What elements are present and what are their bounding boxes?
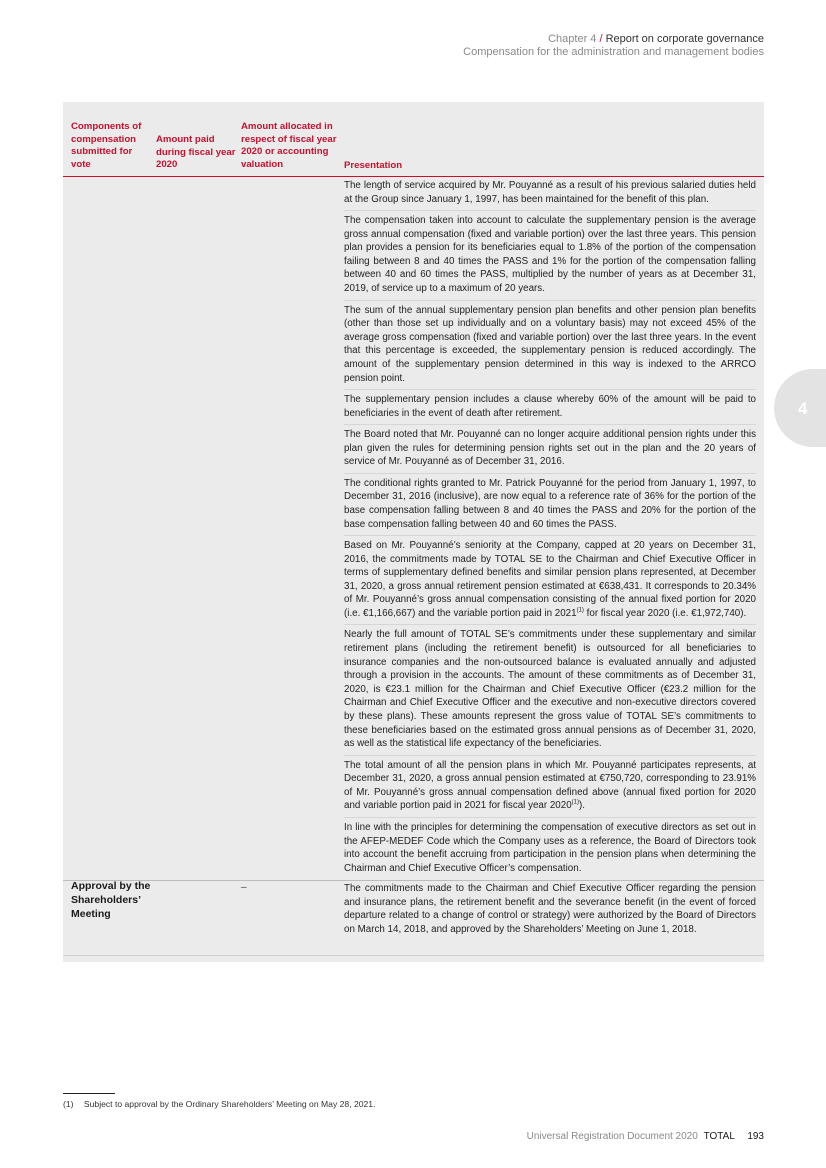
- chapter-line: [463, 33, 764, 46]
- page-number: 193: [747, 1131, 764, 1142]
- footnote: [63, 1099, 375, 1109]
- row-label-approval: Approval by the Shareholders’ Meeting: [71, 880, 151, 920]
- paragraph: The length of service acquired by Mr. Pouyanné as a result of his previous salaried duties held at the Group since January 1, 1997, has been maintained for the benefit of this plan.: [344, 180, 756, 205]
- footnote-ref: (1): [571, 800, 579, 807]
- paragraph: The compensation taken into account to calculate the supplementary pension is the average gross annual compensation (fixed and variable portion) over the last three years. This pension plan provides a pension for its beneficiaries equal to 1.8% of the portion of the compensation failing between 8 and 40 times the PASS and 1% for the portion of the compensation falling between 40 and 60 times the PASS, multiplied by the number of years as at December 31, 2019, of service up to a maximum of 20 years.: [344, 210, 756, 296]
- chapter-title: Report on corporate governance: [605, 33, 764, 45]
- paragraph-text: ).: [579, 800, 585, 812]
- row-divider: [63, 880, 764, 881]
- paragraph: The supplementary pension includes a clause whereby 60% of the amount will be paid to beneficiaries in the event of death after retirement.: [344, 389, 756, 420]
- presentation-cell: [344, 179, 756, 879]
- chapter-tab-number: 4: [798, 399, 808, 418]
- paragraph-text: Based on Mr. Pouyanné’s seniority at the Company, capped at 20 years on December 31, 2016, the commitments made by TOTAL SE to the Chairman and Chief Executive Officer in terms of supplementary defined benefits and similar pension plans represented, at December 31, 2020, a gross annual retirement pension estimated at €638,431. It corresponds to 20.34% of Mr. Pouyanné’s gross annual compensation consisting of the annual fixed portion for 2020 (i.e. €1,166,667) and the variable portion paid in 2021: [344, 540, 756, 619]
- column-header-amount-allocated: Amount allocated in respect of fiscal year 2020 or accounting valuation: [241, 121, 337, 170]
- footnote-number: (1): [63, 1099, 74, 1109]
- running-header: [463, 33, 764, 59]
- header-separator: /: [599, 33, 603, 45]
- paragraph-text: for fiscal year 2020 (i.e. €1,972,740).: [583, 607, 747, 619]
- header-divider: [63, 176, 764, 177]
- column-header-amount-paid: Amount paid during fiscal year 2020: [156, 134, 236, 170]
- chapter-number: Chapter 4: [548, 33, 597, 45]
- footer-document-title: Universal Registration Document 2020: [526, 1131, 698, 1142]
- table-bottom-rule: [63, 955, 764, 956]
- section-title: Compensation for the administration and management bodies: [463, 46, 764, 58]
- paragraph: The conditional rights granted to Mr. Patrick Pouyanné for the period from January 1, 1997, to December 31, 2016 (inclusive), are now equal to a reference rate of 36% for the portion of the base compensation falling between 8 and 40 times the PASS and 20% for the portion of the base compensation falling between 40 and 60 times the PASS.: [344, 473, 756, 531]
- column-header-components: Components of compensation submitted for vote: [71, 121, 142, 170]
- page-footer: [527, 1131, 764, 1142]
- footer-brand: TOTAL: [703, 1131, 735, 1142]
- paragraph: In line with the principles for determining the compensation of executive directors as set out in the AFEP-MEDEF Code which the Company uses as a reference, the Board of Directors took into account the benefit accruing from participation in the pension plans when determining the Chairman and Chief Executive Officer’s compensation.: [344, 817, 756, 875]
- paragraph: [344, 535, 756, 621]
- footnote-text: Subject to approval by the Ordinary Shareholders’ Meeting on May 28, 2021.: [83, 1099, 376, 1109]
- paragraph: The sum of the annual supplementary pension plan benefits and other pension plan benefits (other than those set up individually and on a voluntary basis) may not exceed 45% of the average gross compensation (fixed and variable portion) over the last three years. In the event that this percentage is exceeded, the supplementary pension is reduced accordingly. The amount of the supplementary pension determined in this way is indexed to the ARRCO pension point.: [344, 300, 756, 386]
- paragraph: The Board noted that Mr. Pouyanné can no longer acquire additional pension rights under this plan given the rules for determining pension rights set out in the plan and the 20 years of service of Mr. Pouyanné as of December 31, 2016.: [344, 424, 756, 469]
- row-presentation-approval: The commitments made to the Chairman and Chief Executive Officer regarding the pension and insurance plans, the retirement benefit and the severance benefit (in the event of forced departure related to a change of control or strategy) were authorized by the Board of Directors on March 14, 2018, and approved by the Shareholders’ Meeting on June 1, 2018.: [344, 883, 756, 935]
- footnote-divider: [63, 1093, 115, 1094]
- chapter-side-tab: [774, 369, 826, 447]
- paragraph: Nearly the full amount of TOTAL SE’s commitments under these supplementary and similar retirement plans (including the retirement benefit) is outsourced for all beneficiaries to insurance companies and the non-outsourced balance is evaluated annually and adjusted through a provision in the accounts. The amount of these commitments as of December 31, 2020, is €23.1 million for the Chairman and Chief Executive Officer (€23.2 million for the Chairman and Chief Executive Officer and the executive and non-executive directors covered by these plans). These amounts represent the gross value of TOTAL SE’s commitments to these beneficiaries based on the estimated gross annual pensions as of December 31, 2020, as well as the statistical life expectancy of the beneficiaries.: [344, 624, 756, 750]
- column-header-presentation: Presentation: [344, 160, 403, 171]
- row-amount-dash: –: [241, 882, 247, 893]
- paragraph-text: The total amount of all the pension plans in which Mr. Pouyanné participates represents, at December 31, 2020, a gross annual pension estimated at €750,720, corresponding to 23.91% of Mr. Pouyanné’s gross annual compensation defined above (annual fixed portion for 2020 and variable portion paid in 2021 for fiscal year 2020: [344, 759, 756, 812]
- footnote-ref: (1): [576, 607, 584, 614]
- compensation-table-panel: [63, 102, 764, 962]
- paragraph: [344, 755, 756, 813]
